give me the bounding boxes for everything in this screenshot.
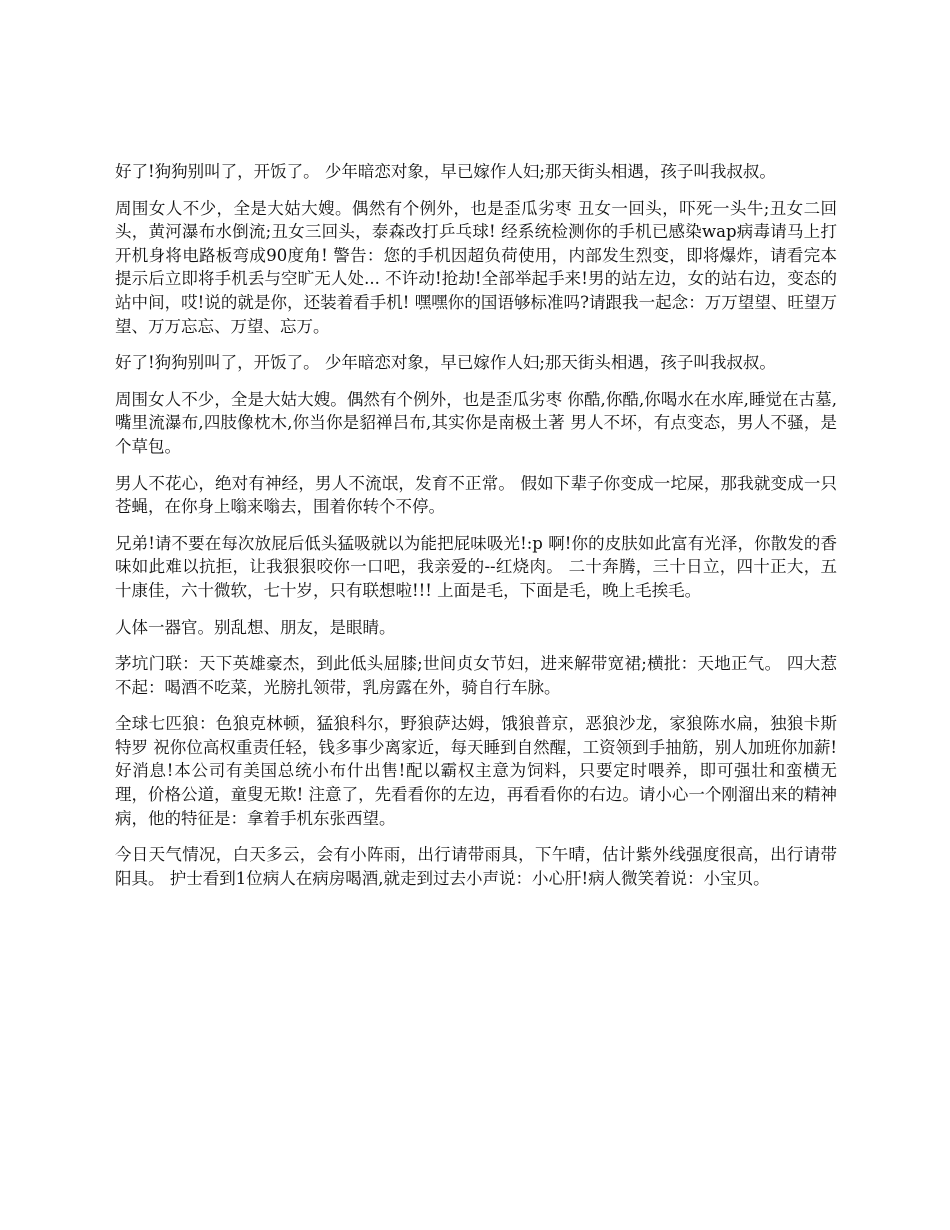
document-body [115,160,837,903]
paragraph: 兄弟!请不要在每次放屁后低头猛吸就以为能把屁味吸光!:p 啊!你的皮肤如此富有光泽，你散发的香味如此难以抗拒，让我狠狠咬你一口吧，我亲爱的--红烧肉。 二十奔腾，三十日立，四十正大，五十康佳，六十微软，七十岁，只有联想啦!!! 上面是毛，下面是毛，晚上毛挨毛。 [115,533,837,600]
paragraph: 今日天气情况，白天多云，会有小阵雨，出行请带雨具，下午晴，估计紫外线强度很高，出行请带阳具。 护士看到1位病人在病房喝酒,就走到过去小声说：小心肝!病人微笑着说：小宝贝。 [115,845,837,888]
paragraph: 茅坑门联：天下英雄豪杰，到此低头屈膝;世间贞女节妇，进来解带宽裙;横批：天地正气。 四大惹不起：喝酒不吃菜，光膀扎领带，乳房露在外，骑自行车脉。 [115,654,837,697]
paragraph: 好了!狗狗别叫了，开饭了。 少年暗恋对象，早已嫁作人妇;那天街头相遇，孩子叫我叔叔。 [115,353,776,373]
paragraph: 周围女人不少，全是大姑大嫂。偶然有个例外，也是歪瓜劣枣 你酷,你酷,你喝水在水库,睡觉在古墓,嘴里流瀑布,四肢像枕木,你当你是貂禅吕布,其实你是南极土著 男人不坏，有点变态，男人不骚，是个草包。 [115,389,837,456]
paragraph: 好了!狗狗别叫了，开饭了。 少年暗恋对象，早已嫁作人妇;那天街头相遇，孩子叫我叔叔。 [115,162,776,181]
paragraph: 周围女人不少，全是大姑大嫂。偶然有个例外，也是歪瓜劣枣 丑女一回头，吓死一头牛;丑女二回头，黄河瀑布水倒流;丑女三回头，泰森改打乒乓球! 经系统检测你的手机已感染wap病毒请马上打开机身将电路板弯成90度角! 警告：您的手机因超负荷使用，内部发生烈变，即将爆炸，请看完本提示后立即将手机丢与空旷无人处... 不许动!抢劫!全部举起手来!男的站左边，女的站右边，变态的站中间，哎!说的就是你，还装着看手机! 嘿嘿你的国语够标准吗?请跟我一起念：万万望望、旺望万望、万万忘忘、万望、忘万。 [115,198,837,336]
paragraph: 人体一器官。别乱想、朋友，是眼睛。 [115,617,396,637]
paragraph: 男人不花心，绝对有神经，男人不流氓，发育不正常。 假如下辈子你变成一坨屎，那我就变成一只苍蝇，在你身上嗡来嗡去，围着你转个不停。 [115,473,837,517]
paragraph: 全球七匹狼：色狼克林顿，猛狼科尔，野狼萨达姆，饿狼普京，恶狼沙龙，家狼陈水扁，独狼卡斯特罗 祝你位高权重责任轻，钱多事少离家近，每天睡到自然醒，工资领到手抽筋，别人加班你加薪! 好消息!本公司有美国总统小布什出售!配以霸权主意为饲料，只要定时喂养，即可强壮和蛮横无理，价格公道，童叟无欺! 注意了，先看看你的左边，再看看你的右边。请小心一个刚溜出来的精神病，他的特征是：拿着手机东张西望。 [115,714,837,828]
